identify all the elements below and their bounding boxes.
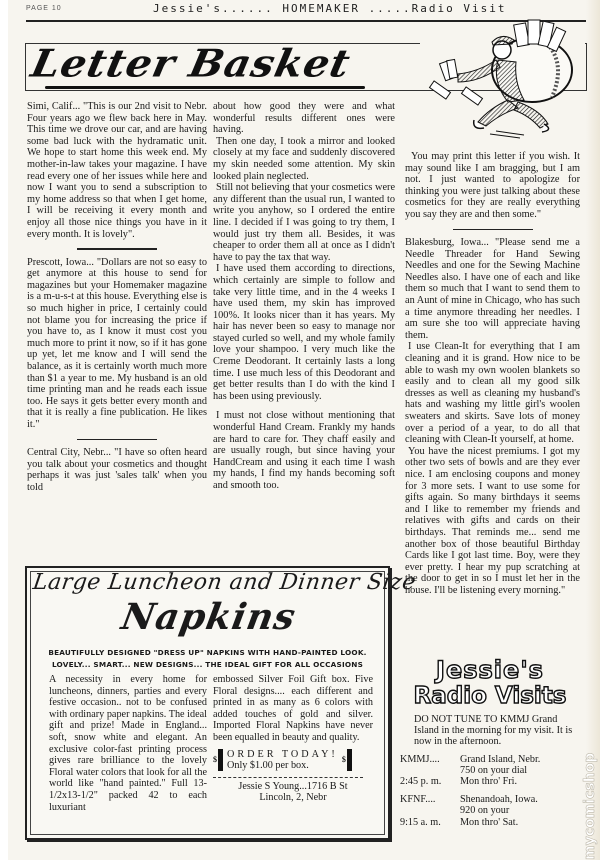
mailing-address [213,781,373,804]
station-dial: 750 on your dial [460,764,528,776]
column-2 [213,101,395,492]
radio-notice: DO NOT TUNE TO KMMJ Grand Island in the morning for my visit. It is now in the afternoon. [414,714,573,748]
dashed-divider [213,777,363,778]
mailman-illustration-icon [420,12,585,140]
letter-separator [77,439,157,441]
order-box [213,749,373,772]
ad-tagline: BEAUTIFULLY DESIGNED "DRESS UP" NAPKINS WITH HAND-PAINTED LOOK. [48,648,367,657]
station-call: KFNF.... [400,794,436,806]
letter-simi: Simi, Calif... "This is our 2nd visit to Nebr. Four years ago we flew back here in May. This time we drove our car, and are having some bad luck with the hydramatic unit. We hope to start home this week end. My mother-in-law takes your magazine. I have read every one of her issues while here and now I want you to send a subscription to my home address so that when I get home, I will be receiving it every month and enjoy all those nice things you have in it every month. It is lovely". [27,101,207,240]
station-days: Mon thro' Fri. [460,776,518,788]
station-time: 9:15 a. m. [400,816,441,828]
letter-paragraph: I use Clean-It for everything that I am cleaning and it is grand. How nice to be able to wash my own woolen blankets so easily and to clean all my good silk dresses as well as cleaning my husband's hats and washing my little girl's woolen sweaters and skirts. Save lots of money over a period of a year, to do all that cleaning with Clean-It yourself, at home. [405,341,580,446]
page-number: PAGE 10 [26,5,62,12]
ad-product-name: Napkins [118,596,300,638]
letter-paragraph: about how good they were and what wonderful results different ones were having. [213,101,395,136]
letter-paragraph: I have used them according to directions, which certainly are simple to follow and take very little time, and in the 4 weeks I have used them, my skin has improved 100%. It looks nicer than it has years. My hair has never been so easy to manage nor stayed curled so well, and my whole family love your shampoo. I very much like the Creme Deodorant. It certainly lasts a long time. I use much less of this Deodorant and get better results than I do with the kind I has been using previously. [213,263,395,402]
station-location: Grand Island, Nebr. [460,753,541,765]
radio-title: Jessie's [436,656,544,684]
letter-separator [77,248,157,250]
section-title: Letter Basket [27,41,355,86]
order-label: ORDER TODAY! [227,748,338,760]
dollar-sign-icon: $ [342,749,352,771]
letter-paragraph: Then one day, I took a mirror and looked closely at my face and suddenly discovered my skin needed some attention. My skin looked plain neglected. [213,135,395,182]
station-call: KMMJ.... [400,753,440,765]
running-title: Jessie's...... HOMEMAKER .....Radio Visit [153,2,507,15]
order-text [227,749,338,772]
station-location: Shenandoah, Iowa. [460,794,538,806]
ad-tagline: LOVELY... SMART... NEW DESIGNS... THE IDEAL GIFT FOR ALL OCCASIONS [51,660,364,669]
letter-central-city: Central City, Nebr... "I have so often heard you talk about your cosmetics and thought perhaps it was just 'sales talk' when you told [27,447,207,493]
station-kfnf [400,794,580,828]
station-time: 2:45 p. m. [400,776,442,788]
address-line: Jessie S Young...1716 B St [238,780,348,792]
order-price: Only $1.00 per box. [227,760,309,772]
letter-paragraph: Still not believing that your cosmetics were any different than the usual run, I wanted to write you anyhow, so I ordered the entire line. I decided if I was going to try them, I would just try them all. Besides, it was cheaper to order them all at once as I didn't have to pay the tax that way. [213,182,396,263]
watermark: mycomicshop [582,752,598,860]
ad-headline: Large Luncheon and Dinner Size [31,570,418,595]
address-line: Lincoln, 2, Nebr [259,792,327,804]
dollar-sign-icon: $ [213,749,223,771]
ad-body-right [213,674,373,804]
ad-body-text: embossed Silver Foil Gift box. Five Floral designs.... each different and printed in as many as 6 colors with added touches of gold and silver. Imported Floral Napkins have never been equalled in beauty and quality. [213,674,373,743]
column-1 [27,101,207,493]
title-swash [45,86,365,89]
station-kmmj [400,754,580,788]
ad-body-text: A necessity in every home for luncheons, dinners, parties and every festive occasion.. not to be confused with ordinary paper napkins. The ideal gift and prize! Made in England... soft, snow white and elegant. An exclusive color-fast printing process gives rare brilliance to the lovely Floral water colors that look for all the world like "hand painted." Full 13-1/2x13-1/2" packed 42 to each luxuriant [49,674,207,813]
radio-title: Radio Visits [413,683,567,709]
station-dial: 920 on your [460,805,510,817]
letter-blakesburg: Blakesburg, Iowa... "Please send me a Needle Threader for Hand Sewing Needles and one for the Sewing Machine Needles also. I have one of each and like them so much that I want to send them to an Aunt of mine in Chicago, who has such a time anymore threading her needles. I am sure she too will appreciate having them. [405,237,580,341]
station-days: Mon thro' Sat. [460,816,519,828]
radio-visits-box [400,657,580,828]
letter-paragraph: I must not close without mentioning that wonderful Hand Cream. Frankly my hands are hard to care for. They chaff easily and are usually rough, but since having your HandCream and using it each time I wash my hands, I find my hands becoming soft and smooth too. [213,410,395,491]
letter-paragraph: You have the nicest premiums. I got my other two sets of bowls and are they ever nice. I am enclosing coupons and money for 3 more sets. I want to use some for gifts again. So many birthdays it seems and I like to remember my friends and relatives with gifts and cards on their birthdays. That reminds me... send me another box of those beautiful Birthday Cards like I got last time. Boy, were they ever pretty. I hear my pup scratching at the door to get in so I must let her in the house. I'll be listening every morning." [405,445,580,596]
letter-paragraph: You may print this letter if you wish. It may sound like I am bragging, but I am not. I just wanted to apologize for thinking you were just talking about these cosmetics for they are really everything you say they are and then some." [405,151,580,220]
letter-separator [453,229,533,231]
column-3 [405,151,580,596]
station-list [400,754,580,828]
letter-prescott: Prescott, Iowa... "Dollars are not so easy to get anymore at this house to send for magazines but your Homemaker magazine is a m-u-s-t at this house. Everything else is so much higher in price, I certainly could not blame you for increasing the price if you have to, as I know it must cost you much more to print it now, so if it has gone up yet, let me know and I will send the balance, as it is certainly worth much more than $1 a year to me. My husband is an old time printing man and he reads each issue too. He says it gets better every month and that it is really a fine publication. He likes it." [27,256,207,430]
